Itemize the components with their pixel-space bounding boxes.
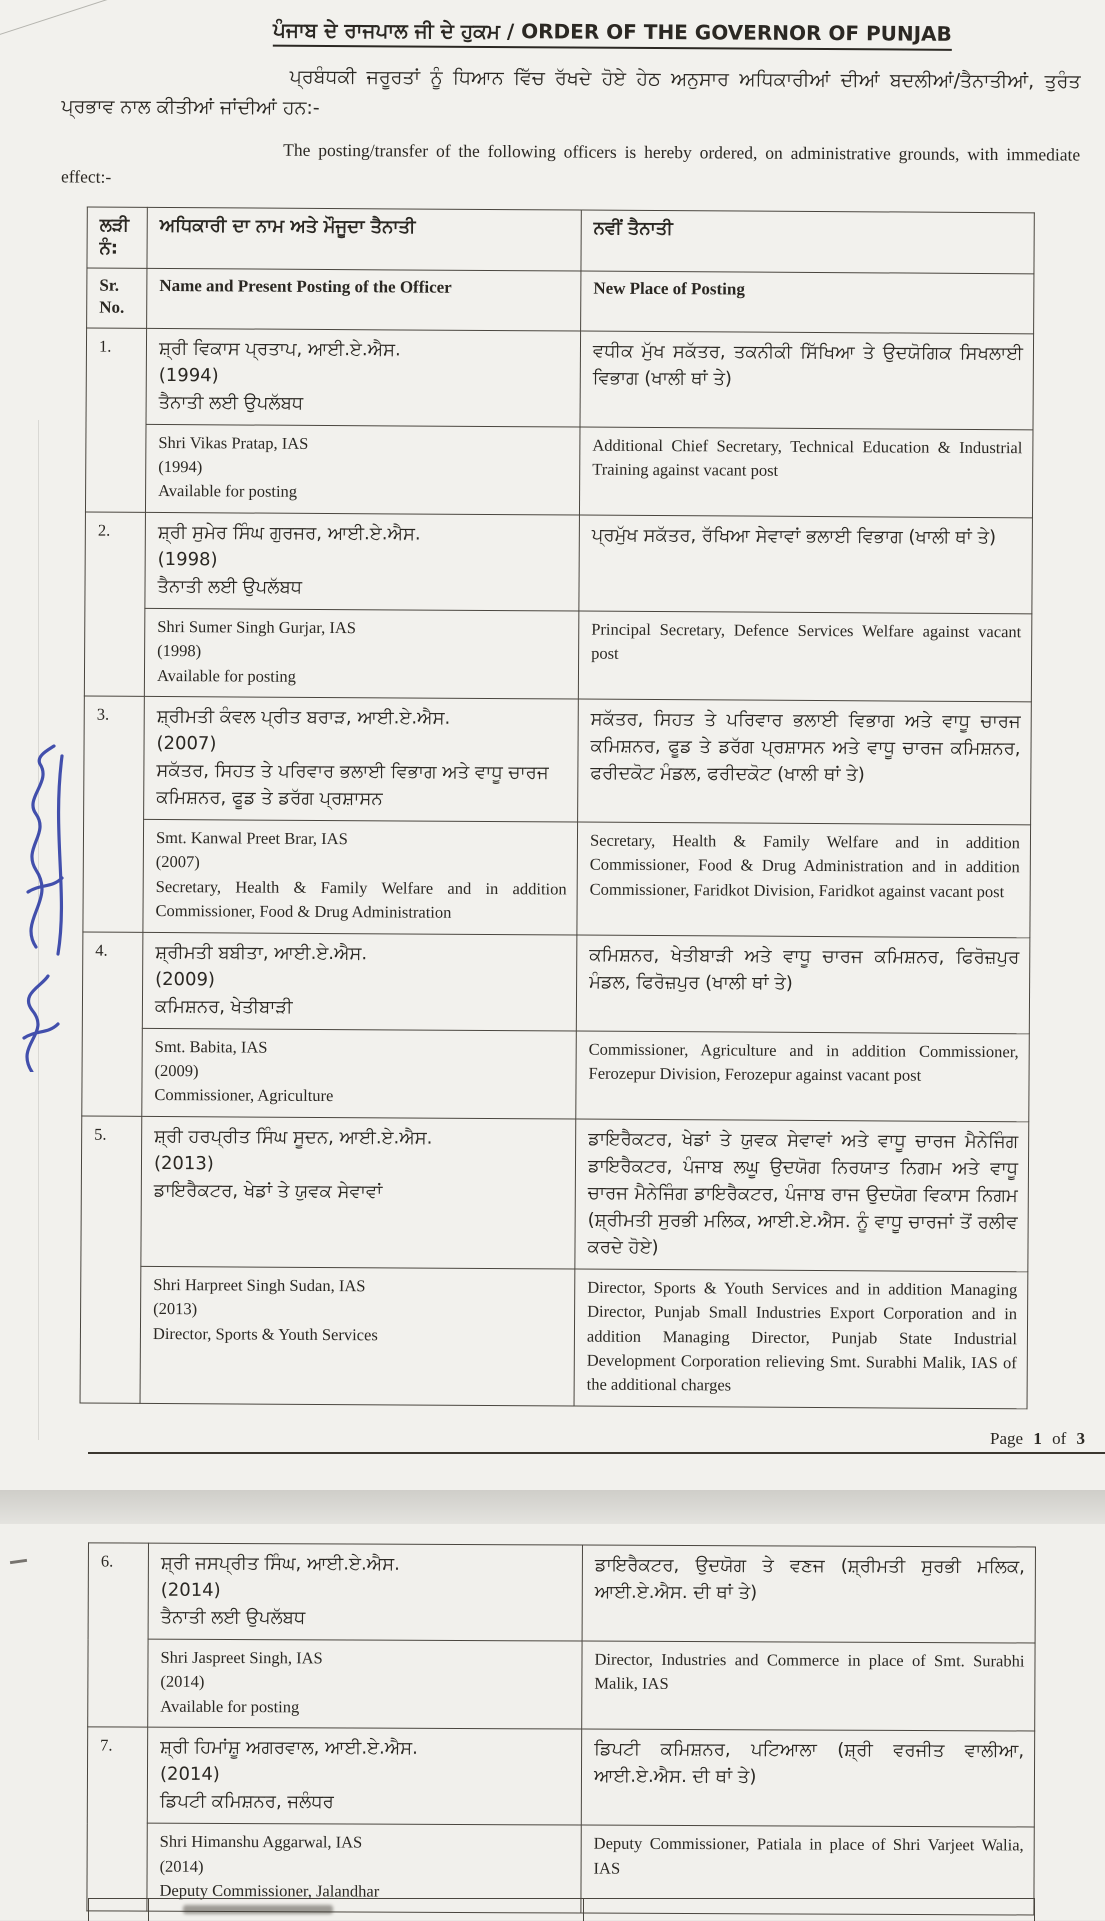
cell-officer-english: Shri Vikas Pratap, IAS (1994) Available for posting <box>145 424 580 515</box>
cell-new-posting-punjabi: ਸਕੱਤਰ, ਸਿਹਤ ਤੇ ਪਰਿਵਾਰ ਭਲਾਈ ਵਿਭਾਗ ਅਤੇ ਵਾਧੂ ਚਾਰਜ ਕਮਿਸ਼ਨਰ, ਫੂਡ ਤੇ ਡਰੱਗ ਪ੍ਰਸ਼ਾਸਨ ਅਤੇ ਵਾਧੂ ਚਾਰਜ ਕਮਿਸ਼ਨਰ, ਫਰੀਦਕੋਟ ਮੰਡਲ, ਫਰੀਦਕੋਟ (ਖਾਲੀ ਥਾਂ ਤੇ) <box>578 699 1032 825</box>
header-officer-punjabi: ਅਧਿਕਾਰੀ ਦਾ ਨਾਮ ਅਤੇ ਮੌਜੂਦਾ ਤੈਨਾਤੀ <box>147 207 581 271</box>
table-row <box>88 1639 1035 1731</box>
cell-serial-number: 4. <box>82 932 143 1117</box>
cell-serial-number: 2. <box>84 512 145 697</box>
cell-officer-punjabi: ਸ਼੍ਰੀ ਵਿਕਾਸ ਪ੍ਰਤਾਪ, ਆਈ.ਏ.ਐਸ. (1994) ਤੈਨਾਤੀ ਲਈ ਉਪਲੱਬਧ <box>146 328 581 427</box>
table-row <box>84 696 1032 825</box>
page-separator <box>0 1490 1105 1524</box>
table-row <box>83 819 1031 937</box>
page-2 <box>0 1524 1105 1920</box>
table-row <box>81 1116 1029 1272</box>
postings-table <box>80 206 1035 1409</box>
header-officer-english: Name and Present Posting of the Officer <box>147 269 581 331</box>
header-new-posting-punjabi: ਨਵੀਂ ਤੈਨਾਤੀ <box>581 210 1034 275</box>
table-row <box>84 608 1032 702</box>
cell-new-posting-english: Secretary, Health & Family Welfare and in addition Commissioner, Food & Drug Administration and in addition Commissioner, Faridkot Division, Faridkot against vacant post <box>577 822 1031 937</box>
header-new-posting-english: New Place of Posting <box>581 271 1034 333</box>
cell-officer-punjabi: ਸ਼੍ਰੀ ਹਿਮਾਂਸ਼ੂ ਅਗਰਵਾਲ, ਆਈ.ਏ.ਐਸ. (2014) ਡਿਪਟੀ ਕਮਿਸ਼ਨਰ, ਜਲੰਧਰ <box>147 1727 581 1825</box>
cell-serial-number: 7. <box>87 1727 148 1911</box>
table-row <box>82 932 1030 1034</box>
handwritten-margin-signature <box>6 742 78 1072</box>
cell-new-posting-punjabi: ਡਾਇਰੈਕਟਰ, ਉਦਯੋਗ ਤੇ ਵਣਜ (ਸ਼੍ਰੀਮਤੀ ਸੁਰਭੀ ਮਲਿਕ, ਆਈ.ਏ.ਐਸ. ਦੀ ਥਾਂ ਤੇ) <box>582 1545 1035 1643</box>
cell-officer-english: Shri Harpreet Singh Sudan, IAS (2013) Director, Sports & Youth Services <box>140 1266 575 1406</box>
cell-new-posting-punjabi: ਕਮਿਸ਼ਨਰ, ਖੇਤੀਬਾੜੀ ਅਤੇ ਵਾਧੂ ਚਾਰਜ ਕਮਿਸ਼ਨਰ, ਫਿਰੋਜ਼ਪੁਰ ਮੰਡਲ, ਫਿਰੋਜ਼ਪੁਰ (ਖਾਲੀ ਥਾਂ ਤੇ) <box>576 935 1030 1034</box>
next-row-partial <box>88 1898 1035 1921</box>
cell-new-posting-english: Commissioner, Agriculture and in addition Commissioner, Ferozepur Division, Ferozepur against vacant post <box>576 1031 1030 1122</box>
cutoff-text-smear <box>183 1905 333 1914</box>
table-row <box>85 424 1033 518</box>
table-row <box>87 1727 1034 1827</box>
table-row <box>86 328 1034 430</box>
cell-officer-punjabi: ਸ਼੍ਰੀਮਤੀ ਕੰਵਲ ਪ੍ਰੀਤ ਬਰਾੜ, ਆਈ.ਏ.ਐਸ. (2007) ਸਕੱਤਰ, ਸਿਹਤ ਤੇ ਪਰਿਵਾਰ ਭਲਾਈ ਵਿਭਾਗ ਅਤੇ ਵਾਧੂ ਚਾਰਜ ਕਮਿਸ਼ਨਰ, ਫੂਡ ਤੇ ਡਰੱਗ ਪ੍ਰਸ਼ਾਸਨ <box>144 696 579 822</box>
cell-new-posting-punjabi: ਵਧੀਕ ਮੁੱਖ ਸਕੱਤਰ, ਤਕਨੀਕੀ ਸਿੱਖਿਆ ਤੇ ਉਦਯੋਗਿਕ ਸਿਖਲਾਈ ਵਿਭਾਗ (ਖਾਲੀ ਥਾਂ ਤੇ) <box>580 331 1034 430</box>
footer-total-pages: 3 <box>1076 1429 1085 1448</box>
cell-new-posting-punjabi: ਡਾਇਰੈਕਟਰ, ਖੇਡਾਂ ਤੇ ਯੁਵਕ ਸੇਵਾਵਾਂ ਅਤੇ ਵਾਧੂ ਚਾਰਜ ਮੈਨੇਜਿੰਗ ਡਾਇਰੈਕਟਰ, ਪੰਜਾਬ ਲਘੂ ਉਦਯੋਗ ਨਿਰਯਾਤ ਨਿਗਮ ਅਤੇ ਵਾਧੂ ਚਾਰਜ ਮੈਨੇਜਿੰਗ ਡਾਇਰੈਕਟਰ, ਪੰਜਾਬ ਰਾਜ ਉਦਯੋਗ ਵਿਕਾਸ ਨਿਗਮ (ਸ਼੍ਰੀਮਤੀ ਸੁਰਭੀ ਮਲਿਕ, ਆਈ.ਏ.ਐਸ. ਨੂੰ ਵਾਧੂ ਚਾਰਜਾਂ ਤੋਂ ਰਲੀਵ ਕਰਦੇ ਹੋਏ) <box>575 1119 1029 1272</box>
intro-paragraph-english: The posting/transfer of the following officers is hereby ordered, on administrative grounds, with immediate effect:- <box>60 139 1081 187</box>
header-sr-english: Sr. No. <box>87 268 147 328</box>
table-row <box>80 1266 1028 1409</box>
cell-new-posting-english: Principal Secretary, Defence Services Welfare against vacant post <box>578 611 1032 702</box>
table-row <box>88 1543 1035 1643</box>
footer-of-label: of <box>1052 1429 1067 1448</box>
cell-new-posting-english: Additional Chief Secretary, Technical Education & Industrial Training against vacant post <box>579 427 1033 518</box>
document-title <box>140 17 1085 47</box>
page-footer <box>88 1428 1105 1454</box>
document-title-text: ਪੰਜਾਬ ਦੇ ਰਾਜਪਾਲ ਜੀ ਦੇ ਹੁਕਮ / ORDER OF THE GOVERNOR OF PUNJAB <box>273 18 952 51</box>
cell-officer-english: Shri Jaspreet Singh, IAS (2014) Available for posting <box>148 1639 582 1729</box>
cell-officer-punjabi: ਸ਼੍ਰੀਮਤੀ ਬਬੀਤਾ, ਆਈ.ਏ.ਐਸ. (2009) ਕਮਿਸ਼ਨਰ, ਖੇਤੀਬਾੜੀ <box>142 932 577 1031</box>
cell-new-posting-english: Deputy Commissioner, Patiala in place of Shri Varjeet Walia, IAS <box>581 1825 1034 1915</box>
cell-serial-number: 1. <box>85 328 146 513</box>
cell-new-posting-punjabi: ਡਿਪਟੀ ਕਮਿਸ਼ਨਰ, ਪਟਿਆਲਾ (ਸ਼੍ਰੀ ਵਰਜੀਤ ਵਾਲੀਆ, ਆਈ.ਏ.ਐਸ. ਦੀ ਥਾਂ ਤੇ) <box>581 1729 1034 1827</box>
footer-label: Page <box>990 1429 1024 1448</box>
cell-officer-punjabi: ਸ਼੍ਰੀ ਸੁਮੇਰ ਸਿੰਘ ਗੁਰਜਰ, ਆਈ.ਏ.ਐਸ. (1998) ਤੈਨਾਤੀ ਲਈ ਉਪਲੱਬਧ <box>145 512 580 611</box>
cell-officer-english: Smt. Kanwal Preet Brar, IAS (2007) Secretary, Health & Family Welfare and in addition Commissioner, Food & Drug Administration <box>143 819 578 934</box>
cell-officer-english: Shri Sumer Singh Gurjar, IAS (1998) Available for posting <box>144 608 579 699</box>
cell-new-posting-english: Director, Sports & Youth Services and in addition Managing Director, Punjab Small Industries Export Corporation and in addition Managing Director, Punjab State Industrial Development Corporation relieving Smt. Surabhi Malik, IAS of the additional charges <box>574 1269 1028 1409</box>
cell-new-posting-english: Director, Industries and Commerce in place of Smt. Surabhi Malik, IAS <box>582 1641 1035 1731</box>
cell-officer-english: Shri Himanshu Aggarwal, IAS (2014) Deputy Commissioner, Jalandhar <box>147 1823 581 1913</box>
cell-officer-english: Smt. Babita, IAS (2009) Commissioner, Agriculture <box>142 1028 577 1119</box>
table-header-punjabi <box>87 207 1034 275</box>
footer-page-number: 1 <box>1033 1429 1042 1448</box>
header-sr-punjabi: ਲੜੀ ਨੰ: <box>87 207 147 269</box>
cell-officer-punjabi: ਸ਼੍ਰੀ ਹਰਪ੍ਰੀਤ ਸਿੰਘ ਸੂਦਨ, ਆਈ.ਏ.ਐਸ. (2013) ਡਾਇਰੈਕਟਰ, ਖੇਡਾਂ ਤੇ ਯੁਵਕ ਸੇਵਾਵਾਂ <box>141 1116 576 1269</box>
intro-paragraph-punjabi: ਪ੍ਰਬੰਧਕੀ ਜਰੂਰਤਾਂ ਨੂੰ ਧਿਆਨ ਵਿੱਚ ਰੱਖਦੇ ਹੋਏ ਹੇਠ ਅਨੁਸਾਰ ਅਧਿਕਾਰੀਆਂ ਦੀਆਂ ਬਦਲੀਆਂ/ਤੈਨਾਤੀਆਂ, ਤੁਰੰਤ ਪ੍ਰਭਾਵ ਨਾਲ ਕੀਤੀਆਂ ਜਾਂਦੀਆਂ ਹਨ:- <box>61 65 1081 119</box>
table-row <box>85 512 1033 614</box>
table-row <box>82 1028 1030 1122</box>
cell-serial-number: 3. <box>83 696 144 932</box>
cell-serial-number: 6. <box>88 1543 149 1727</box>
postings-table-continued <box>86 1542 1036 1916</box>
table-header-english <box>87 268 1034 333</box>
cell-serial-number: 5. <box>80 1116 142 1403</box>
cell-officer-punjabi: ਸ਼੍ਰੀ ਜਸਪ੍ਰੀਤ ਸਿੰਘ, ਆਈ.ਏ.ਐਸ. (2014) ਤੈਨਾਤੀ ਲਈ ਉਪਲੱਬਧ <box>148 1543 582 1641</box>
cell-new-posting-punjabi: ਪ੍ਰਮੁੱਖ ਸਕੱਤਰ, ਰੱਖਿਆ ਸੇਵਾਵਾਂ ਭਲਾਈ ਵਿਭਾਗ (ਖਾਲੀ ਥਾਂ ਤੇ) <box>579 515 1033 614</box>
